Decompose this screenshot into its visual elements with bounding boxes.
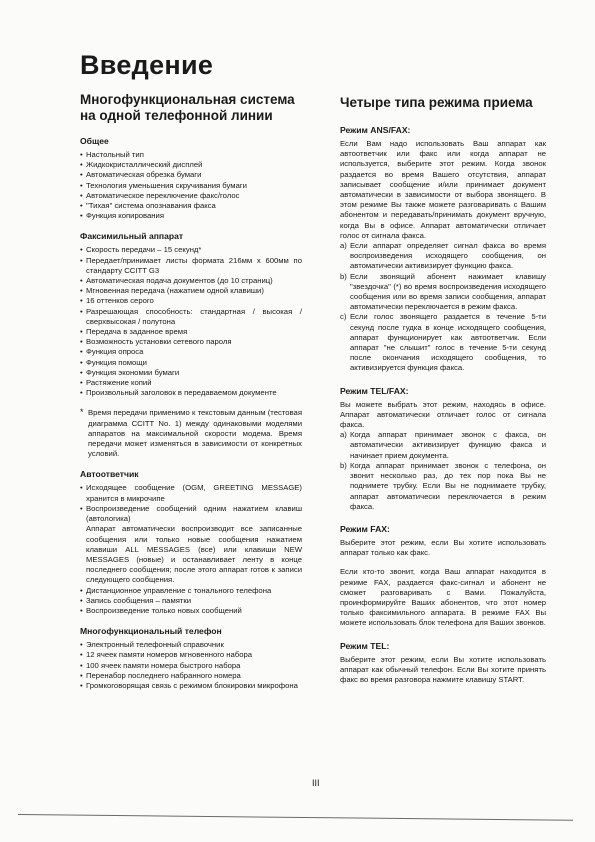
item-label: c) bbox=[340, 312, 347, 322]
general-subheading: Общее bbox=[80, 136, 109, 146]
item-text: Если звонящий абонент нажимает клавишу "звездочка" (*) во время воспроизведения исходящего сообщения или во время записи сообщения, аппарат автоматически переключается в режим факса. bbox=[350, 271, 546, 312]
list-item: • Дистанционное управление с тонального телефона bbox=[80, 586, 302, 596]
list-item: • Передает/принимает листы формата 216мм x 600мм по стандарту CCITT G3 bbox=[80, 256, 302, 276]
footnote-mark: * bbox=[80, 407, 84, 418]
fax-subheading: Факсимильный аппарат bbox=[80, 231, 184, 242]
footnote-text: Время передачи применимо к текстовым данным (тестовая диаграмма CCITT No. 1) между одинаковыми моделями аппаратов на максимальной скорости модема. Время передачи может изменяться в зависимости от конкретных условий. bbox=[88, 408, 302, 459]
tel-mode-paragraph: Выберите этот режим, если Вы хотите использовать аппарат как обычный телефон. Если Вы хотите принять факс во время разговора нажмите клавишу START. bbox=[340, 654, 546, 684]
fax-mode-subheading: Режим FAX: bbox=[340, 523, 390, 534]
list-item: • Функция помощи bbox=[80, 358, 302, 368]
list-item: • Возможность установки сетевого пароля bbox=[80, 337, 302, 347]
list-item bbox=[340, 461, 546, 512]
list-item bbox=[340, 241, 546, 272]
item-text: Когда аппарат принимает звонок с факса, он автоматически активизирует функцию факса и начинает прием документа. bbox=[350, 430, 546, 460]
scan-edge-line bbox=[18, 814, 573, 821]
item-label: a) bbox=[340, 241, 347, 251]
list-item: • 16 оттенков серого bbox=[80, 296, 302, 306]
list-item: • Функция экономии бумаги bbox=[80, 368, 302, 378]
item-label: b) bbox=[340, 271, 347, 281]
list-item: • Автоматическая обрезка бумаги bbox=[80, 170, 302, 180]
ans-fax-subheading: Режим ANS/FAX: bbox=[340, 125, 411, 135]
list-item bbox=[340, 272, 546, 313]
item-label: a) bbox=[340, 430, 347, 440]
ans-fax-intro: Если Вам надо использовать Ваш аппарат как автоответчик или факс или когда аппарат не используется, выберите этот режим. Когда звонок раздается во время Вашего отсутствия, аппарат записывает сообщение и/или принимает документ автоматически в зависимости от выбора звонящего. В этом режиме Вы также можете разговаривать с Вашим абонентом и передавать/принимать документ вручную, когда Вы в офисе. Аппарат автоматически отличает голос от сигнала факса. bbox=[340, 139, 546, 240]
ans-fax-section bbox=[340, 125, 546, 374]
list-item: • Мгновенная передача (нажатием одной клавиши) bbox=[80, 286, 302, 296]
list-item: • Скорость передачи – 15 секунд* bbox=[80, 245, 302, 255]
tel-mode-subheading: Режим TEL: bbox=[340, 640, 390, 651]
list-item: • Исходящее сообщение (OGM, GREETING MESSAGE) хранится в микрочипе bbox=[80, 483, 302, 503]
fax-list bbox=[80, 245, 302, 398]
list-item bbox=[340, 312, 546, 373]
right-column bbox=[340, 92, 546, 697]
list-item: • Жидкокристаллический дисплей bbox=[80, 160, 302, 170]
list-item bbox=[340, 430, 546, 461]
list-item: • Воспроизведение только новых сообщений bbox=[80, 606, 302, 616]
phone-subheading: Многофункциональный телефон bbox=[80, 626, 222, 637]
list-item: • Запись сообщения – памятки bbox=[80, 596, 302, 606]
list-item: • Громкоговорящая связь с режимом блокировки микрофона bbox=[80, 681, 302, 691]
list-item: • 100 ячеек памяти номера быстрого набора bbox=[80, 661, 302, 671]
list-item: • Технология уменьшения скручивания бумаги bbox=[80, 181, 302, 191]
answering-list-more bbox=[80, 586, 302, 617]
fax-mode-paragraph-1: Выберите этот режим, если Вы хотите использовать аппарат только как факс. bbox=[340, 537, 546, 558]
phone-list bbox=[80, 640, 302, 691]
tel-fax-list bbox=[340, 430, 546, 512]
list-item: • Разрешающая способность: стандартная / высокая / сверхвысокая / полутона bbox=[80, 307, 302, 327]
page-title: Введение bbox=[80, 50, 214, 80]
list-item: • Функция опроса bbox=[80, 347, 302, 357]
tel-mode-section bbox=[340, 641, 546, 686]
fax-mode-paragraph-2: Если кто-то звонит, когда Ваш аппарат находится в режиме FAX, раздается факс-сигнал и абонент не сможет разговаривать с Вами. Пожалуйста, проинформируйте Ваших абонентов, что этот номер только факсимильного аппарата. В режиме FAX Вы можете использовать блок телефона для Ваших звонков. bbox=[340, 567, 546, 628]
tel-fax-intro: Вы можете выбрать этот режим, находясь в офисе. Аппарат автоматически отличает голос от сигнала факса. bbox=[340, 399, 546, 430]
answering-subheading: Автоответчик bbox=[80, 469, 139, 480]
list-item: • Передача в заданное время bbox=[80, 327, 302, 337]
ans-fax-list bbox=[340, 241, 546, 374]
list-item: • Настольный тип bbox=[80, 150, 302, 160]
list-item: • 12 ячеек памяти номеров мгновенного набора bbox=[80, 650, 302, 660]
list-item: • Автоматическое переключение факс/голос bbox=[80, 191, 302, 201]
footnote bbox=[80, 408, 302, 459]
fax-mode-section bbox=[340, 524, 546, 629]
list-item: • Растяжение копий bbox=[80, 378, 302, 388]
list-item: • Автоматическая подача документов (до 10 страниц) bbox=[80, 276, 302, 286]
right-section-heading: Четыре типа режима приема bbox=[340, 95, 533, 110]
item-text: Когда аппарат принимает звонок с телефона, он звонит несколько раз, до тех пор пока Вы не поднимете трубку. Если Вы не поднимаете трубку, аппарат автоматически переключается в режим факса. bbox=[350, 460, 546, 511]
list-item: • "Тихая" система опознавания факса bbox=[80, 201, 302, 211]
item-text: Если голос звонящего раздается в течение 5-ти секунд после гудка в конце исходящего сообщения, аппарат функционирует как автоответчик. Если аппарат "не слышит" голос в течение 5-ти секунд после окончания исходящего сообщения, то активизируется функция факса. bbox=[350, 312, 546, 373]
left-column bbox=[80, 92, 302, 691]
list-item: • Воспроизведение сообщений одним нажатием клавиш (автологика) bbox=[80, 504, 302, 524]
item-label: b) bbox=[340, 460, 347, 470]
list-item: • Перенабор последнего набранного номера bbox=[80, 671, 302, 681]
list-item: • Функция копирования bbox=[80, 211, 302, 221]
tel-fax-section bbox=[340, 386, 546, 512]
answering-list bbox=[80, 483, 302, 524]
left-section-heading: Многофункциональная система на одной телефонной линии bbox=[80, 92, 295, 123]
tel-fax-subheading: Режим TEL/FAX: bbox=[340, 385, 409, 396]
list-item: • Произвольный заголовок в передаваемом документе bbox=[80, 388, 302, 398]
answering-description: Аппарат автоматически воспроизводит все записанные сообщения или только новые сообщения нажатием клавиши ALL MESSAGES (все) или клавиши NEW MESSAGES (новые) и останавливает ленту в конце последнего сообщения; после этого аппарат готов к записи следующего сообщения. bbox=[86, 524, 302, 585]
page-number: III bbox=[312, 778, 320, 788]
general-list bbox=[80, 150, 302, 221]
list-item: • Электронный телефонный справочник bbox=[80, 640, 302, 650]
item-text: Если аппарат определяет сигнал факса во время воспроизведения исходящего сообщения, он автоматически активизирует функцию факса. bbox=[350, 241, 546, 271]
